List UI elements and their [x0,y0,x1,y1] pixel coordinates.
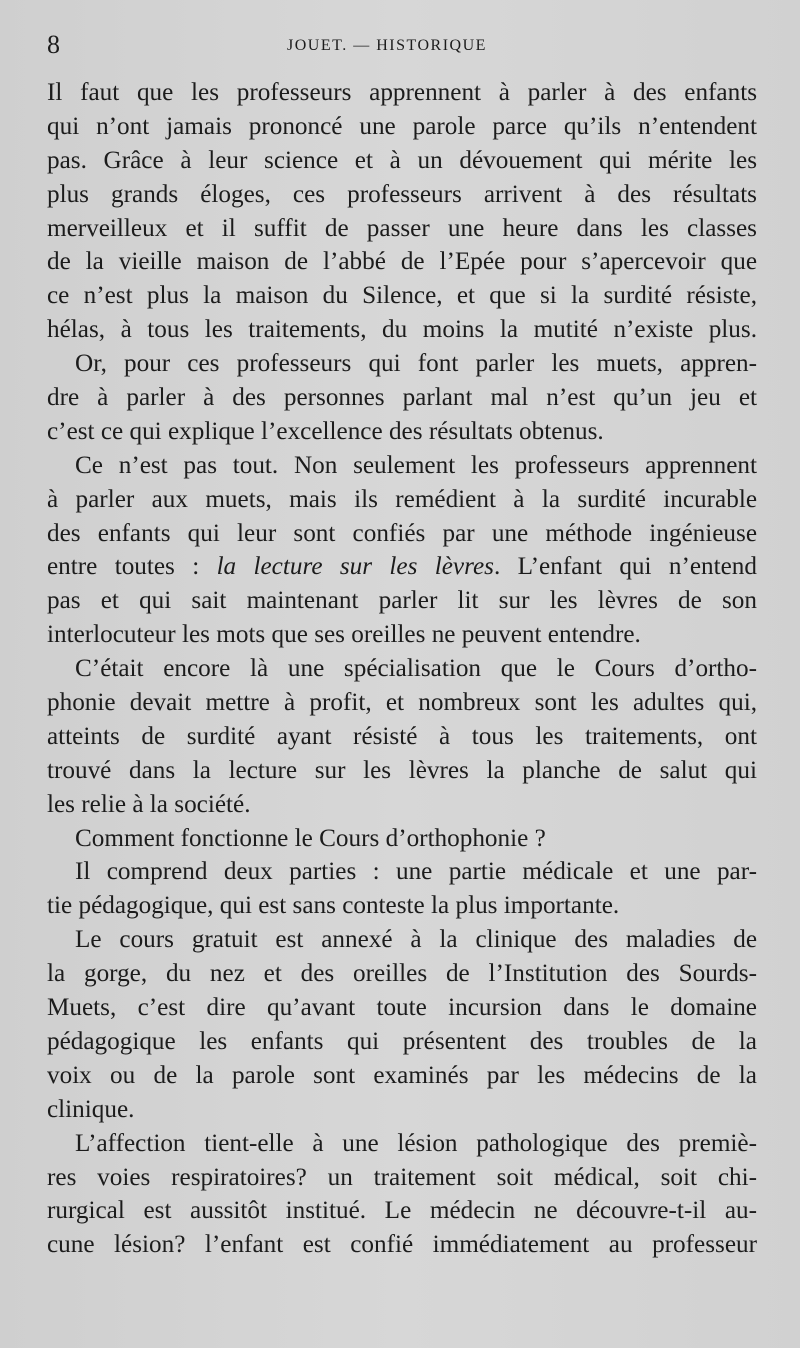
text-line: interlocuteur les mots que ses oreilles ne peuvent entendre. [47,621,641,649]
text-line: des enfants qui leur sont confiés par une méthode ingénieuse [47,519,757,547]
text-line: hélas, à tous les traitements, du moins la mutité n’existe plus. [47,316,757,344]
text-line: Muets, c’est dire qu’avant toute incursion dans le domaine [47,994,757,1022]
text-line: voix ou de la parole sont examinés par les médecins de la [47,1061,757,1089]
text-line: pas. Grâce à leur science et à un dévouement qui mérite les [47,146,757,174]
page-header [47,30,757,60]
text-line: atteints de surdité ayant résisté à tous les traitements, ont [47,722,757,750]
text-line: Or, pour ces professeurs qui font parler les muets, appren- [75,350,757,378]
text-line: ce n’est plus la maison du Silence, et que si la surdité résiste, [47,282,757,310]
paragraph-7 [47,923,757,1126]
text-line: c’est ce qui explique l’excellence des résultats obtenus. [47,417,604,445]
text-line: phonie devait mettre à profit, et nombreux sont les adultes qui, [47,689,757,717]
text-line: pas et qui sait maintenant parler lit sur les lèvres de son [47,587,757,615]
paragraph-4 [47,652,757,821]
page-number: 8 [47,30,60,59]
text-line: cune lésion? l’enfant est confié immédiatement au professeur [47,1231,757,1259]
paragraph-2 [47,347,757,449]
text-line: Ce n’est pas tout. Non seulement les professeurs apprennent [75,451,757,479]
body-text [47,76,757,1262]
text-line: plus grands éloges, ces professeurs arrivent à des résultats [47,180,757,208]
paragraph-5 [47,822,757,856]
paragraph-6 [47,855,757,923]
text-line: Il comprend deux parties : une partie médicale et une par- [75,858,757,886]
text-line: merveilleux et il suffit de passer une heure dans les classes [47,214,757,242]
text-line: la gorge, du nez et des oreilles de l’Institution des Sourds- [47,960,757,988]
text-line: tie pédagogique, qui est sans conteste la plus importante. [47,892,620,920]
text-segment: . L’enfant qui n’entend [493,553,757,581]
text-line: clinique. [47,1095,135,1123]
paragraph-8 [47,1127,757,1263]
text-line: res voies respiratoires? un traitement soit médical, soit chi- [47,1163,757,1191]
running-head: JOUET. — HISTORIQUE [287,37,487,54]
paragraph-1 [47,76,757,347]
text-line: dre à parler à des personnes parlant mal n’est qu’un jeu et [47,384,757,412]
text-line: trouvé dans la lecture sur les lèvres la planche de salut qui [47,756,757,784]
paragraph-3 [47,449,757,652]
text-line: pédagogique les enfants qui présentent des troubles de la [47,1027,757,1055]
text-line: C’était encore là une spécialisation que le Cours d’ortho- [75,655,757,683]
italic-phrase: la lecture sur les lèvres [216,553,494,581]
text-segment: entre toutes : [47,553,217,581]
text-line: de la vieille maison de l’abbé de l’Epée pour s’apercevoir que [47,248,757,276]
text-line: qui n’ont jamais prononcé une parole parce qu’ils n’entendent [47,112,757,140]
text-line: rurgical est aussitôt institué. Le médecin ne découvre-t-il au- [47,1197,757,1225]
text-line: Il faut que les professeurs apprennent à parler à des enfants [47,79,757,106]
text-line: les relie à la société. [47,790,251,818]
text-line: à parler aux muets, mais ils remédient à la surdité incurable [47,485,757,513]
text-line: L’affection tient-elle à une lésion pathologique des premiè- [75,1129,757,1157]
text-line-with-italic [47,550,757,584]
text-line: Comment fonctionne le Cours d’orthophonie ? [75,824,546,852]
text-line: Le cours gratuit est annexé à la clinique des maladies de [75,926,757,954]
